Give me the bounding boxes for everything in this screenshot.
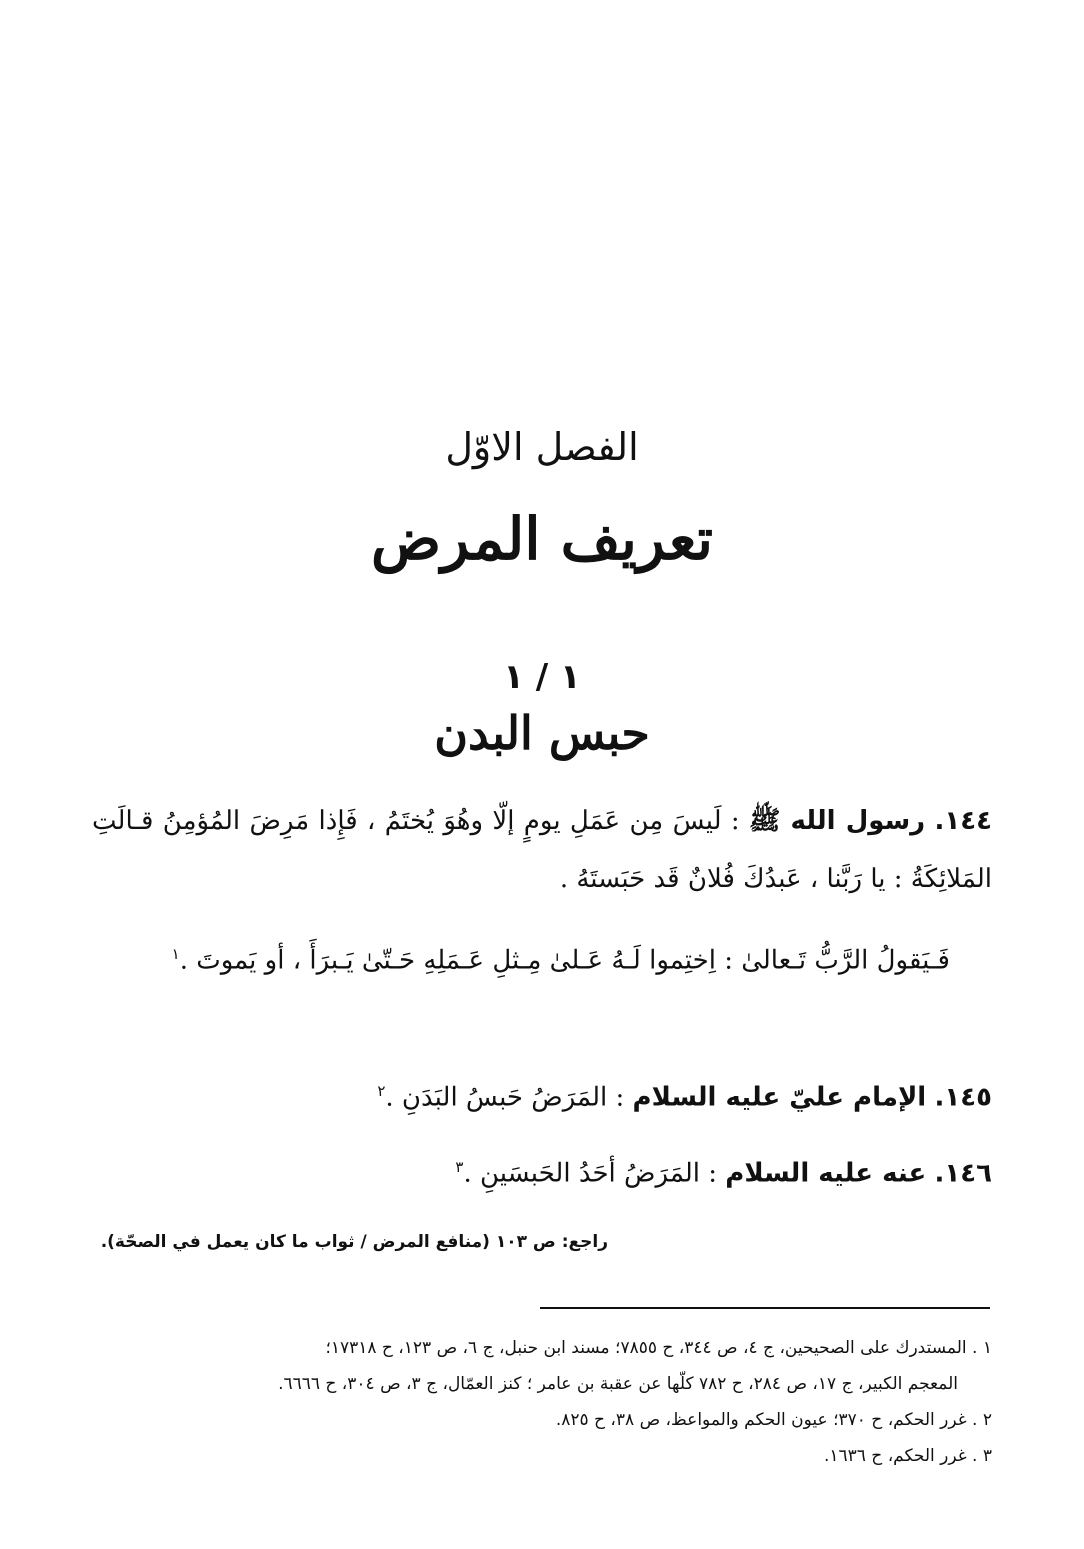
hadith-145 xyxy=(92,1062,992,1127)
section-title: حبس البدن xyxy=(434,706,650,760)
refer-note: راجع: ص ١٠٣ (منافع المرض / ثواب ما كان يعمل في الصحّة). xyxy=(100,1232,608,1252)
section-number: ١ / ١ xyxy=(503,657,581,697)
hadith-speaker: رسول الله ﷺ xyxy=(748,806,926,836)
hadith-number: ١٤٦. xyxy=(934,1158,992,1189)
hadith-text: : المَرَضُ أحَدُ الحَبسَينِ . xyxy=(463,1158,718,1189)
chapter-heading: الفصل الاوّل xyxy=(445,425,639,469)
hadith-number: ١٤٥. xyxy=(934,1082,992,1113)
footnote-marker: ٣ xyxy=(455,1158,464,1176)
hadith-number: ١٤٤. xyxy=(934,806,992,836)
hadith-144 xyxy=(92,792,992,908)
footnote-3: ٣ . غرر الحكم، ح ١٦٣٦. xyxy=(823,1446,992,1466)
hadith-text: : لَيسَ مِن عَمَلِ يومٍ إلّا وهُوَ يُختَمُ ، فَإِذا مَرِضَ المُؤمِنُ قـالَتِ المَلائِكَةُ : يا رَبَّنا ، عَبدُكَ فُلانٌ قَد حَبَستَهُ . xyxy=(92,806,992,894)
chapter-title: تعريف المرض xyxy=(371,505,713,573)
hadith-144-continuation xyxy=(92,925,992,990)
footnote-divider xyxy=(540,1307,990,1309)
footnote-1-continuation: المعجم الكبير، ج ١٧، ص ٢٨٤، ح ٧٨٢ كلّها عن عقبة بن عامر ؛ كنز العمّال، ج ٣، ص ٣٠٤، ح ٦٦٦٦. xyxy=(278,1374,958,1394)
footnote-2: ٢ . غرر الحكم، ح ٣٧٠؛ عيون الحكم والمواعظ، ص ٣٨، ح ٨٢٥. xyxy=(555,1410,992,1430)
footnote-marker: ١ xyxy=(171,945,180,963)
hadith-text-continuation: فَـيَقولُ الرَّبُّ تَـعالىٰ : اِختِموا لَـهُ عَـلىٰ مِـثلِ عَـمَلِهِ حَـتّىٰ يَـبرَأَ ، أو يَموتَ . xyxy=(179,945,950,976)
hadith-speaker: عنه عليه السلام xyxy=(725,1158,927,1189)
hadith-146 xyxy=(92,1138,992,1203)
footnote-1: ١ . المستدرك على الصحيحين، ج ٤، ص ٣٤٤، ح ٧٨٥٥؛ مسند ابن حنبل، ج ٦، ص ١٢٣، ح ١٧٣١٨؛ xyxy=(325,1338,992,1358)
hadith-speaker: الإمام عليّ عليه السلام xyxy=(632,1082,927,1113)
footnote-marker: ٢ xyxy=(377,1082,386,1100)
hadith-text: : المَرَضُ حَبسُ البَدَنِ . xyxy=(385,1082,625,1113)
footnotes xyxy=(82,1330,992,1474)
